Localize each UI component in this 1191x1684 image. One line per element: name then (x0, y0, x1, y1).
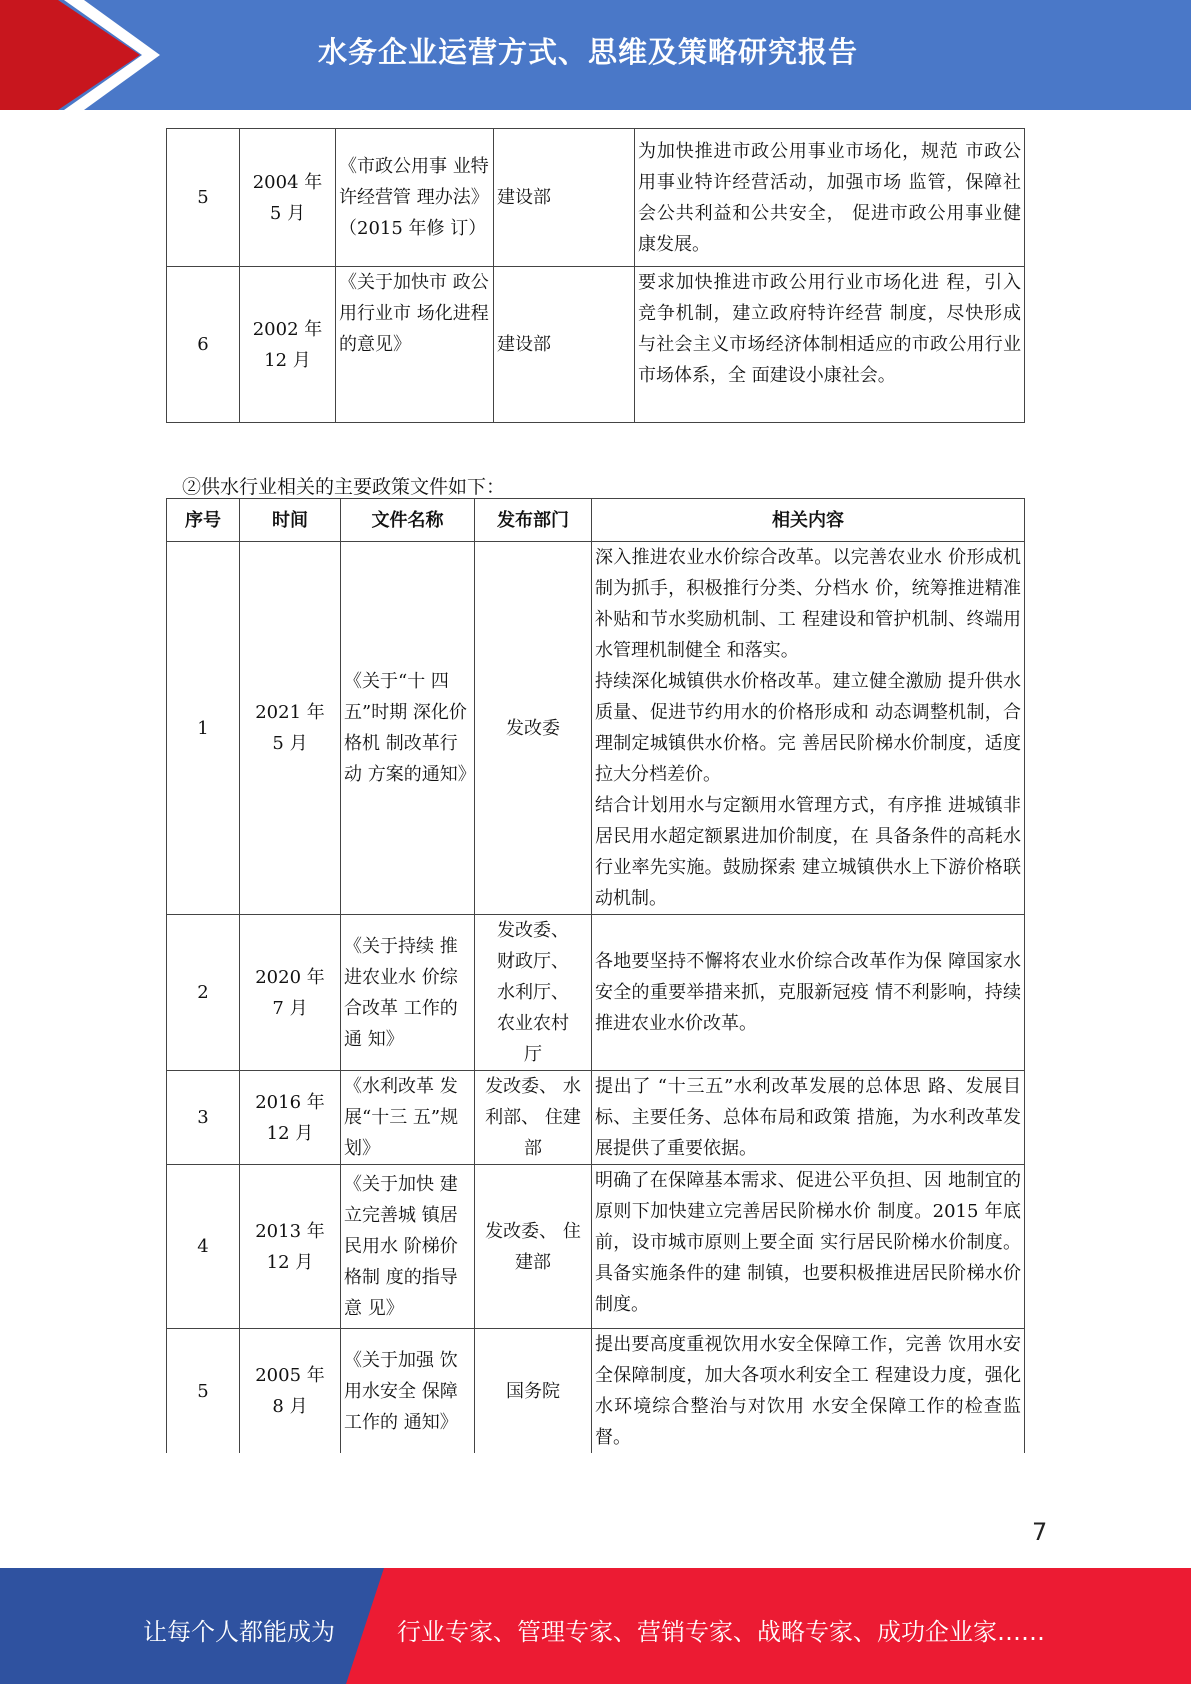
row-date: 2002 年 12 月 (240, 267, 336, 423)
row-doc-name: 《关于加强 饮用水安全 保障工作的 通知》 (341, 1329, 475, 1454)
policy-table-municipal (166, 128, 1025, 423)
row-date: 2021 年 5 月 (240, 542, 341, 915)
table-row (167, 542, 1025, 915)
row-doc-name: 《市政公用事 业特许经营管 理办法》 （2015 年修 订） (336, 129, 494, 267)
table-row (167, 1329, 1025, 1454)
row-doc-name: 《关于“十 四五”时期 深化价格机 制改革行动 方案的通知》 (341, 542, 475, 915)
row-date: 2004 年 5 月 (240, 129, 336, 267)
row-dept: 建设部 (494, 129, 635, 267)
row-dept: 发改委、 财政厅、 水利厅、 农业农村 厅 (475, 915, 592, 1071)
row-content: 各地要坚持不懈将农业水价综合改革作为保 障国家水安全的重要举措来抓，克服新冠疫 情不利影响，持续推进农业水价改革。 (592, 915, 1025, 1071)
section-intro: ②供水行业相关的主要政策文件如下： (182, 476, 506, 498)
row-content: 深入推进农业水价综合改革。以完善农业水 价形成机制为抓手，积极推行分类、分档水 价，统筹推进精准补贴和节水奖励机制、工 程建设和管护机制、终端用水管理机制健全 和落实。 持续深化城镇供水价格改革。建立健全激励 提升供水质量、促进节约用水的价格形成和 动态调整机制，合理制定城镇供水价格。完 善居民阶梯水价制度，适度拉大分档差价。 结合计划用水与定额用水管理方式，有序推 进城镇非居民用水超定额累进加价制度，在 具备条件的高耗水行业率先实施。鼓励探索 建立城镇供水上下游价格联动机制。 (592, 542, 1025, 915)
row-content: 明确了在保障基本需求、促进公平负担、因 地制宜的原则下加快建立完善居民阶梯水价 制度。2015 年底前，设市城市原则上要全面 实行居民阶梯水价制度。具备实施条件的建 制镇，也要积极推进居民阶梯水价制度。 (592, 1165, 1025, 1329)
header-title: 水务企业运营方式、思维及策略研究报告 (318, 35, 859, 69)
table-row (167, 915, 1025, 1071)
row-dept: 国务院 (475, 1329, 592, 1454)
row-date: 2016 年 12 月 (240, 1071, 341, 1165)
row-date: 2020 年 7 月 (240, 915, 341, 1071)
header-no: 序号 (167, 499, 240, 542)
row-content: 提出要高度重视饮用水安全保障工作，完善 饮用水安全保障制度，加大各项水利安全工 程建设力度，强化水环境综合整治与对饮用 水安全保障工作的检查监督。 (592, 1329, 1025, 1454)
header-doc-name: 文件名称 (341, 499, 475, 542)
row-content: 要求加快推进市政公用行业市场化进 程，引入竞争机制，建立政府特许经营 制度，尽快形成与社会主义市场经济体制相适应的市政公用行业市场体系，全 面建设小康社会。 (635, 267, 1025, 423)
table-header-row (167, 499, 1025, 542)
table-row (167, 1165, 1025, 1329)
row-dept: 发改委、 水利部、 住建部 (475, 1071, 592, 1165)
row-date: 2013 年 12 月 (240, 1165, 341, 1329)
row-no: 2 (167, 915, 240, 1071)
row-dept: 建设部 (494, 267, 635, 423)
chevron-icon (0, 0, 160, 110)
row-doc-name: 《关于加快市 政公用行业市 场化进程的意见》 (336, 267, 494, 423)
row-no: 4 (167, 1165, 240, 1329)
table-row (167, 1071, 1025, 1165)
row-no: 1 (167, 542, 240, 915)
page-footer (0, 1568, 1191, 1684)
row-dept: 发改委 (475, 542, 592, 915)
header-dept: 发布部门 (475, 499, 592, 542)
policy-table-water-supply (166, 498, 1025, 1453)
row-doc-name: 《关于持续 推进农业水 价综合改革 工作的通 知》 (341, 915, 475, 1071)
header-content: 相关内容 (592, 499, 1025, 542)
row-dept: 发改委、 住建部 (475, 1165, 592, 1329)
row-doc-name: 《水利改革 发展“十三 五”规划》 (341, 1071, 475, 1165)
row-doc-name: 《关于加快 建立完善城 镇居民用水 阶梯价格制 度的指导意 见》 (341, 1165, 475, 1329)
row-no: 5 (167, 129, 240, 267)
row-no: 6 (167, 267, 240, 423)
footer-slogan-left: 让每个人都能成为 (143, 1618, 335, 1646)
footer-slogan-right: 行业专家、管理专家、营销专家、战略专家、成功企业家…… (397, 1618, 1045, 1646)
header-date: 时间 (240, 499, 341, 542)
row-content: 提出了 “十三五”水利改革发展的总体思 路、发展目标、主要任务、总体布局和政策 措施，为水利改革发展提供了重要依据。 (592, 1071, 1025, 1165)
table-row (167, 129, 1025, 267)
page-header (0, 0, 1191, 110)
row-no: 5 (167, 1329, 240, 1454)
table-row (167, 267, 1025, 423)
row-no: 3 (167, 1071, 240, 1165)
page-number: 7 (1032, 1518, 1048, 1546)
row-date: 2005 年 8 月 (240, 1329, 341, 1454)
row-content: 为加快推进市政公用事业市场化，规范 市政公用事业特许经营活动，加强市场 监管，保障社会公共利益和公共安全， 促进市政公用事业健康发展。 (635, 129, 1025, 267)
